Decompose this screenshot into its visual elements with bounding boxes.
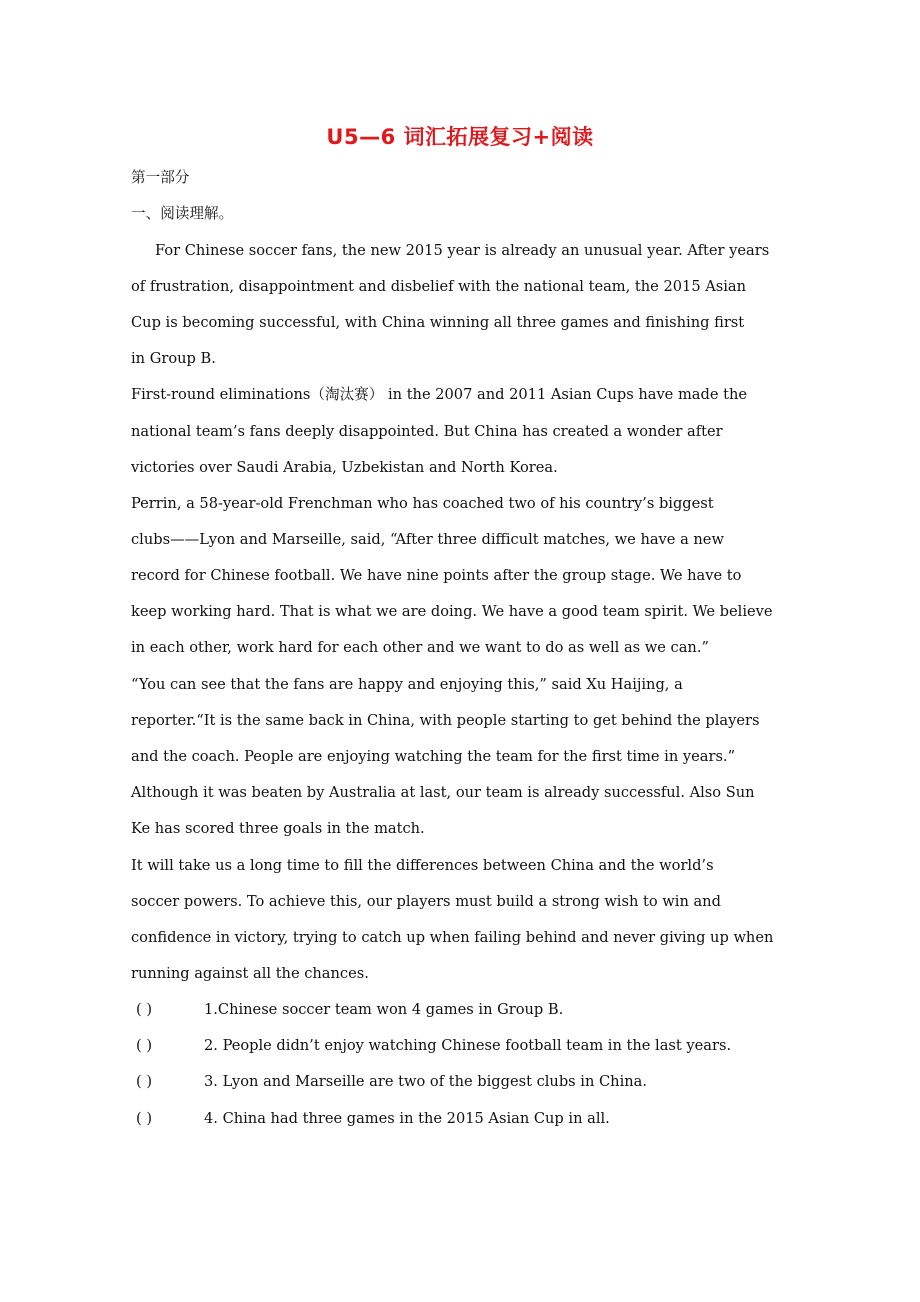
passage-line: clubs——Lyon and Marseille, said, “After three difficult matches, we have a new xyxy=(131,531,724,548)
section-heading: 第一部分 xyxy=(131,169,190,186)
question-text: 3. Lyon and Marseille are two of the biggest clubs in China. xyxy=(204,1073,647,1090)
answer-blank[interactable]: ( ) xyxy=(136,1073,153,1090)
passage-line: national team’s fans deeply disappointed. But China has created a wonder after xyxy=(131,423,723,440)
question-text: 2. People didn’t enjoy watching Chinese football team in the last years. xyxy=(204,1037,732,1054)
question-item xyxy=(136,1036,731,1056)
question-text: 1.Chinese soccer team won 4 games in Group B. xyxy=(204,1001,564,1018)
passage-line: For Chinese soccer fans, the new 2015 year is already an unusual year. After years xyxy=(155,242,770,259)
passage-line: It will take us a long time to fill the differences between China and the world’s xyxy=(131,857,714,874)
passage-line: “You can see that the fans are happy and enjoying this,” said Xu Haijing, a xyxy=(131,676,683,693)
passage-line: Perrin, a 58-year-old Frenchman who has coached two of his country’s biggest xyxy=(131,495,714,512)
passage-line: confidence in victory, trying to catch up when failing behind and never giving up when xyxy=(131,929,774,946)
question-item xyxy=(136,1109,610,1129)
answer-blank[interactable]: ( ) xyxy=(136,1001,153,1018)
answer-blank[interactable]: ( ) xyxy=(136,1110,153,1127)
passage-line: reporter.“It is the same back in China, with people starting to get behind the players xyxy=(131,712,760,729)
passage-line: victories over Saudi Arabia, Uzbekistan and North Korea. xyxy=(131,459,558,476)
question-text: 4. China had three games in the 2015 Asian Cup in all. xyxy=(204,1110,610,1127)
passage-line: and the coach. People are enjoying watching the team for the first time in years.” xyxy=(131,748,736,765)
passage-line: record for Chinese football. We have nine points after the group stage. We have to xyxy=(131,567,742,584)
passage-line: of frustration, disappointment and disbelief with the national team, the 2015 Asian xyxy=(131,278,747,295)
question-item xyxy=(136,1072,647,1092)
subsection-heading: 一、阅读理解。 xyxy=(131,205,234,222)
passage-line: soccer powers. To achieve this, our players must build a strong wish to win and xyxy=(131,893,721,910)
passage-line: Ke has scored three goals in the match. xyxy=(131,820,425,837)
passage-line: keep working hard. That is what we are doing. We have a good team spirit. We believe xyxy=(131,603,773,620)
page-title: U5—6 词汇拓展复习+阅读 xyxy=(326,125,594,149)
question-item xyxy=(136,1000,563,1020)
passage-line: in each other, work hard for each other and we want to do as well as we can.” xyxy=(131,639,709,656)
answer-blank[interactable]: ( ) xyxy=(136,1037,153,1054)
passage-line: Although it was beaten by Australia at last, our team is already successful. Also Sun xyxy=(131,784,755,801)
passage-line: in Group B. xyxy=(131,350,216,367)
passage-line: running against all the chances. xyxy=(131,965,369,982)
passage-line: First-round eliminations（淘汰赛） in the 2007 and 2011 Asian Cups have made the xyxy=(131,386,748,403)
passage-line: Cup is becoming successful, with China winning all three games and finishing first xyxy=(131,314,745,331)
